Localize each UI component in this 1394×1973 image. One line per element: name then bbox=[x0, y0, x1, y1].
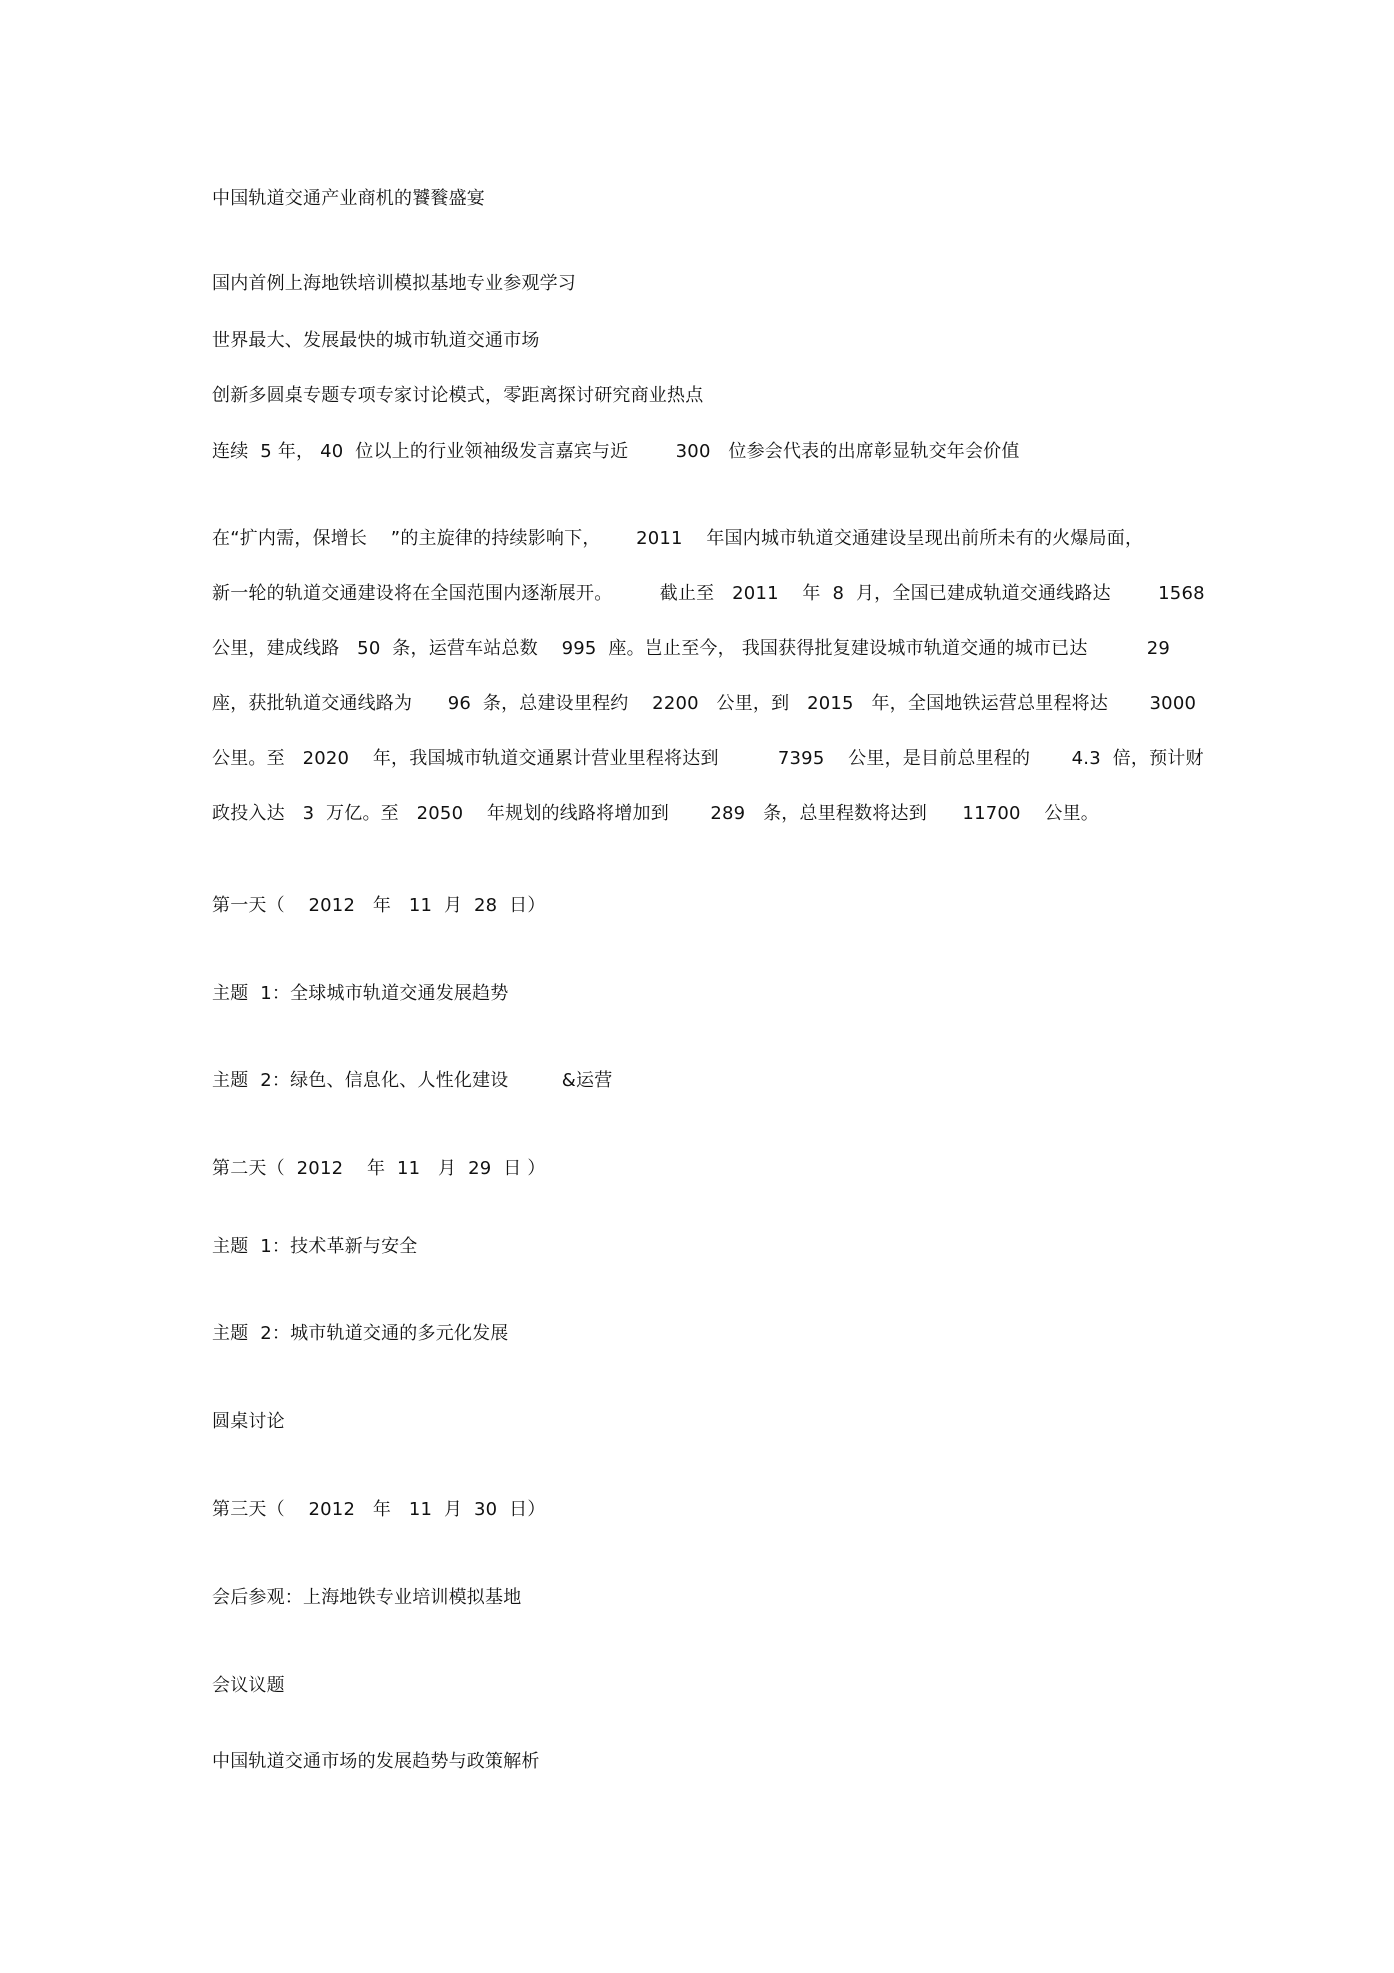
day2-heading: 第二天（ 2012 年 11 月 29 日 ） bbox=[212, 1158, 546, 1179]
day3-heading: 第三天（ 2012 年 11 月 30 日） bbox=[212, 1499, 546, 1520]
day1-theme2: 主题 2：绿色、信息化、人性化建设 &运营 bbox=[212, 1070, 613, 1091]
intro-paragraph bbox=[212, 511, 1205, 841]
day1-heading: 第一天（ 2012 年 11 月 28 日） bbox=[212, 895, 546, 916]
day3-visit: 会后参观：上海地铁专业培训模拟基地 bbox=[212, 1587, 522, 1608]
intro-line: 公里，建成线路 50 条，运营车站总数 995 座。岂止至今， 我国获得批复建设城市轨道交通的城市已达 29 bbox=[212, 638, 1171, 659]
highlight-item: 世界最大、发展最快的城市轨道交通市场 bbox=[212, 330, 540, 351]
day1-theme1: 主题 1：全球城市轨道交通发展趋势 bbox=[212, 983, 509, 1004]
highlight-item: 连续 5 年， 40 位以上的行业领袖级发言嘉宾与近 300 位参会代表的出席彰显轨交年会价值 bbox=[212, 441, 1020, 462]
highlights-title: 中国轨道交通产业商机的饕餮盛宴 bbox=[212, 188, 485, 209]
intro-line: 在“扩内需，保增长 ”的主旋律的持续影响下， 2011 年国内城市轨道交通建设呈现出前所未有的火爆局面， bbox=[212, 528, 1144, 549]
day2-theme1: 主题 1：技术革新与安全 bbox=[212, 1236, 418, 1257]
day2-theme2: 主题 2：城市轨道交通的多元化发展 bbox=[212, 1323, 509, 1344]
topics-heading: 会议议题 bbox=[212, 1675, 285, 1696]
intro-line: 新一轮的轨道交通建设将在全国范围内逐渐展开。 截止至 2011 年 8 月，全国已建成轨道交通线路达 1568 bbox=[212, 583, 1205, 604]
intro-line: 政投入达 3 万亿。至 2050 年规划的线路将增加到 289 条，总里程数将达到 11700 公里。 bbox=[212, 803, 1099, 824]
highlight-item: 国内首例上海地铁培训模拟基地专业参观学习 bbox=[212, 273, 576, 294]
intro-line: 公里。至 2020 年，我国城市轨道交通累计营业里程将达到 7395 公里，是目前总里程的 4.3 倍，预计财 bbox=[212, 748, 1204, 769]
intro-line: 座，获批轨道交通线路为 96 条，总建设里程约 2200 公里，到 2015 年，全国地铁运营总里程将达 3000 bbox=[212, 693, 1197, 714]
highlight-item: 创新多圆桌专题专项专家讨论模式，零距离探讨研究商业热点 bbox=[212, 385, 704, 406]
topic-item: 中国轨道交通市场的发展趋势与政策解析 bbox=[212, 1751, 540, 1772]
day2-roundtable: 圆桌讨论 bbox=[212, 1411, 285, 1432]
